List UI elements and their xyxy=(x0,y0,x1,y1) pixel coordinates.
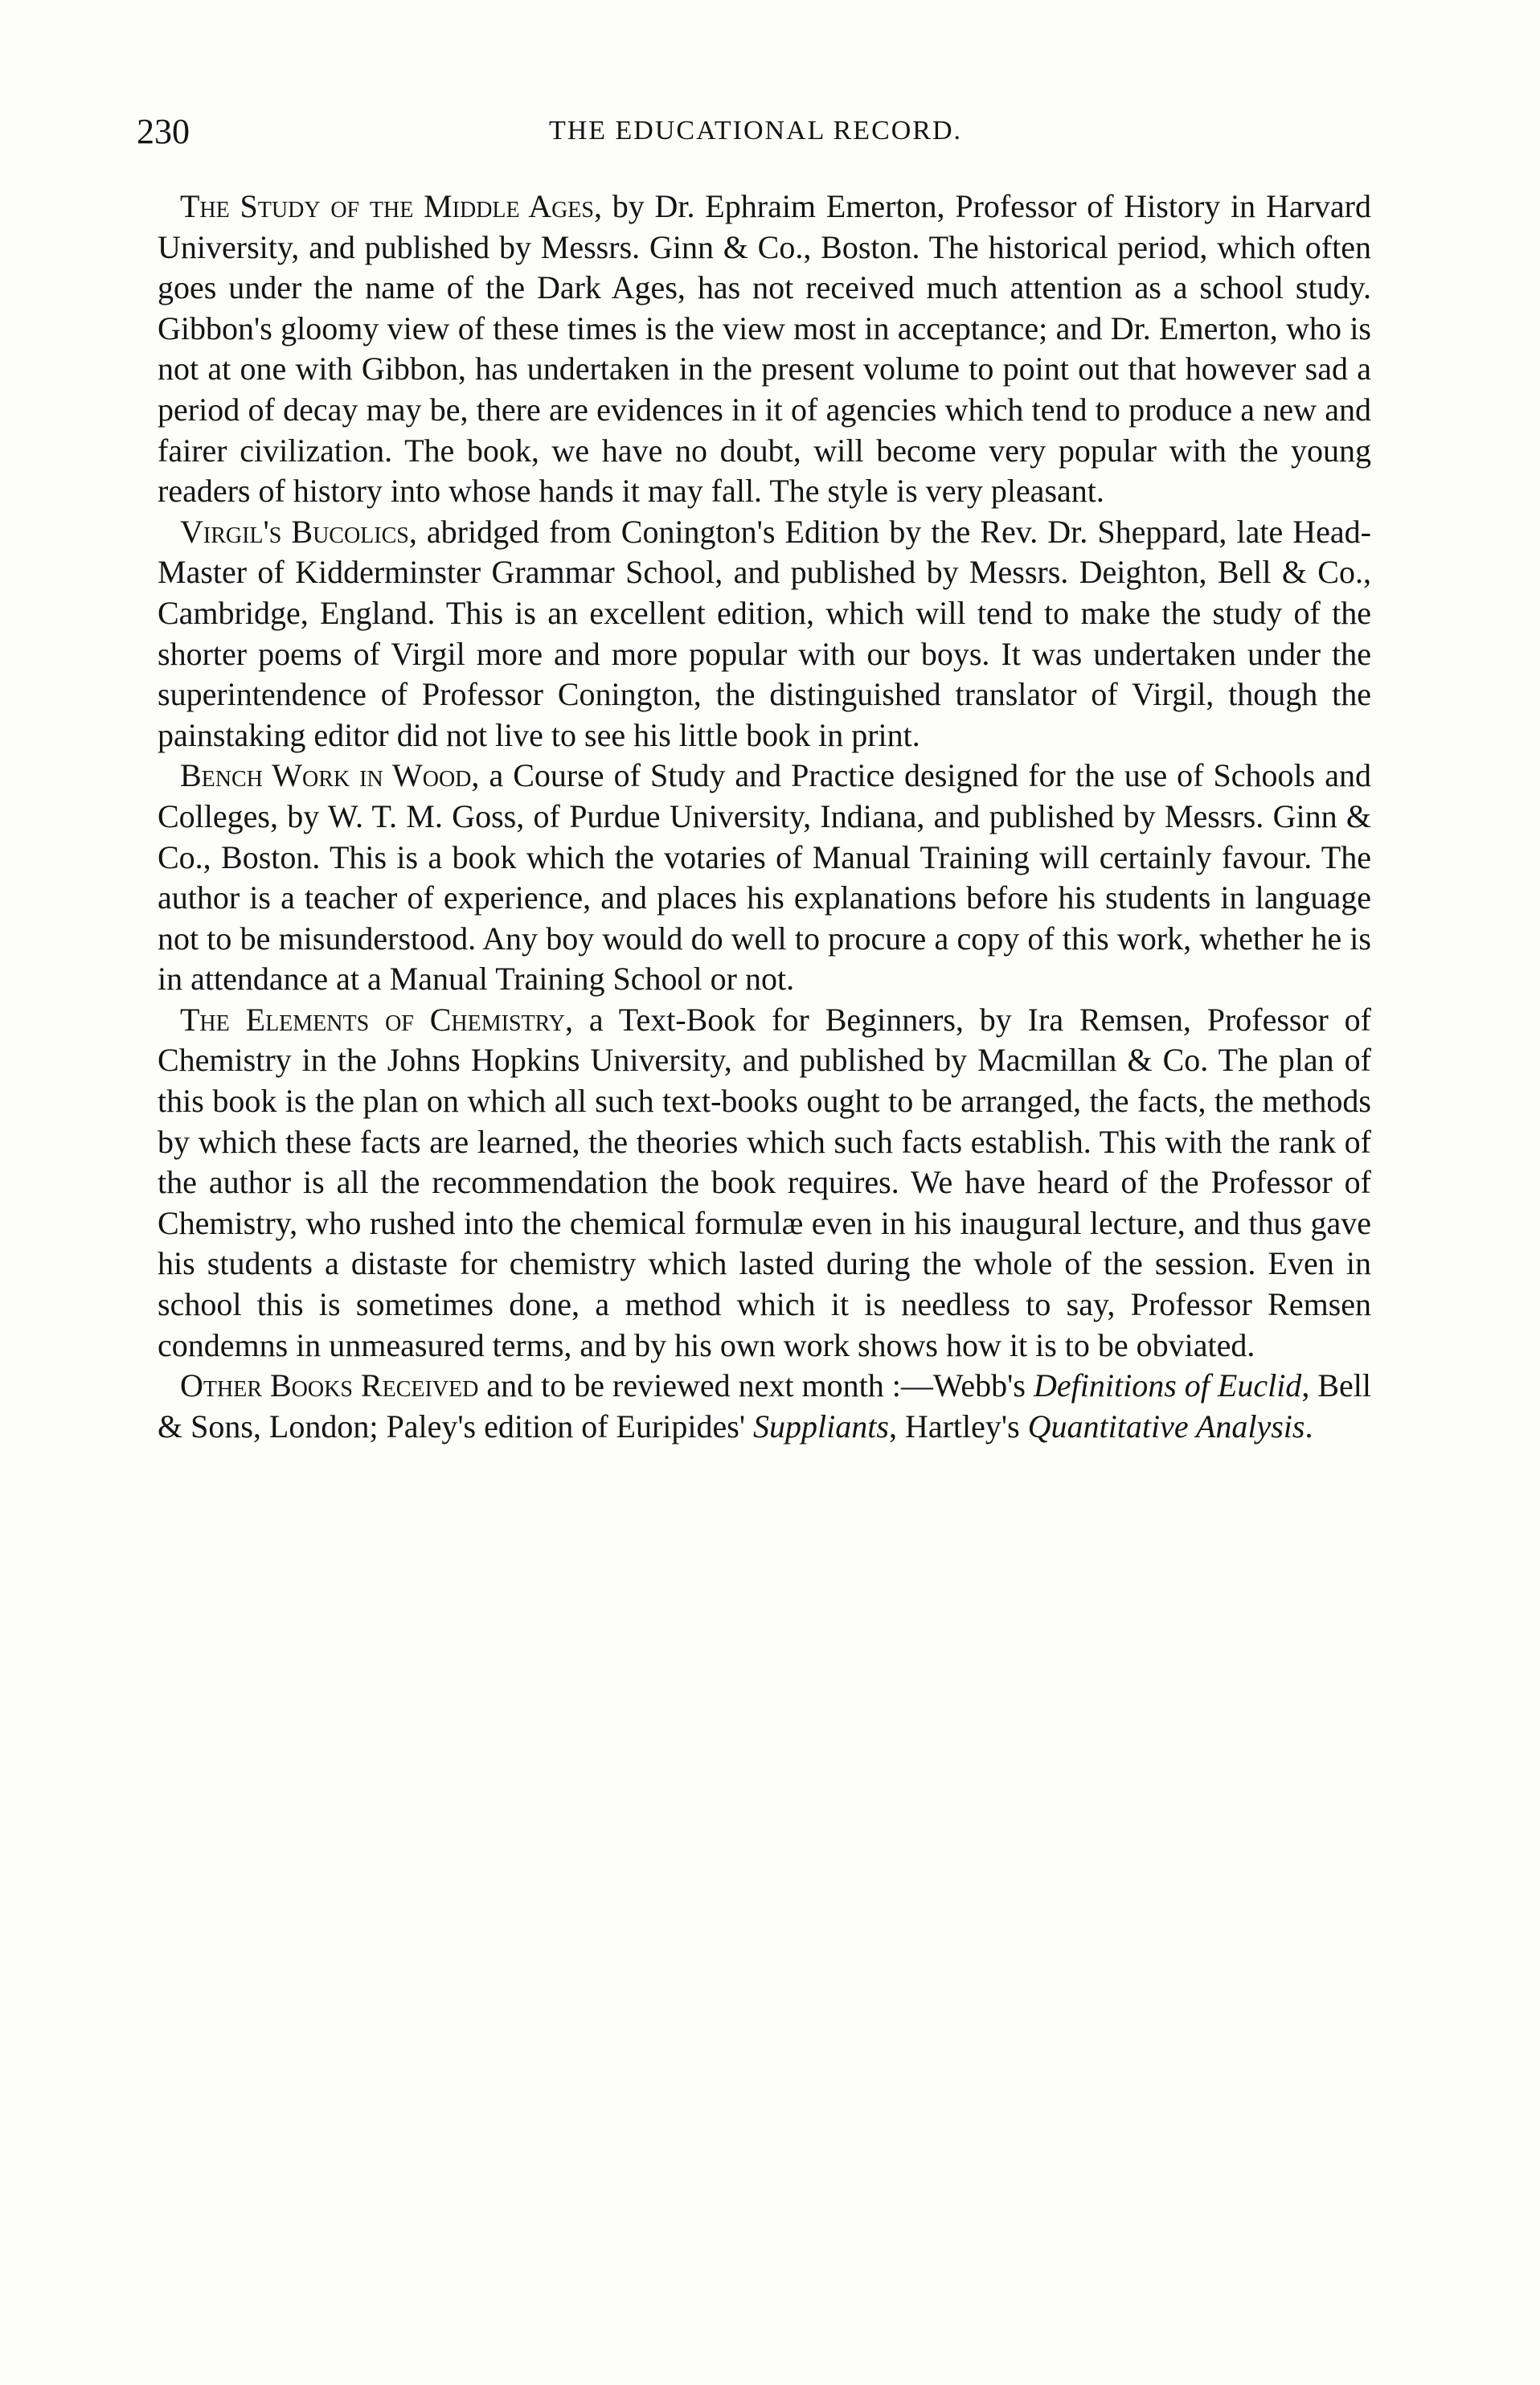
review-title: The Study of the Middle Ages, xyxy=(180,188,602,224)
other-books-text: , Bell & Sons, London; Paley's edition of Euripides' xyxy=(158,1367,1371,1445)
running-head: THE EDUCATIONAL RECORD. xyxy=(548,116,963,145)
review-body: a Course of Study and Practice designed for the use of Schools and Colleges, by W. T. M. Goss, of Purdue University, Indiana, and published by Messrs. Ginn & Co., Boston. This is a book which the votaries of Manual Training will certainly favour. The author is a teacher of experience, and places his explanations before his students in language not to be misunderstood. Any boy would do well to procure a copy of this work, whether he is in attendance at a Manual Training School or not. xyxy=(158,757,1371,998)
page-body xyxy=(158,186,1371,1447)
page-header xyxy=(137,111,1374,159)
review-body: by Dr. Ephraim Emerton, Professor of History in Harvard University, and published by Messrs. Ginn & Co., Boston. The historical period, which often goes under the name of the Dark Ages, has not received much attention as a school study. Gibbon's gloomy view of these times is the view most in acceptance; and Dr. Emerton, who is not at one with Gibbon, has undertaken in the present volume to point out that however sad a period of decay may be, there are evidences in it of agencies which tend to produce a new and fairer civilization. The book, we have no doubt, will become very popular with the young readers of history into whose hands it may fall. The style is very pleasant. xyxy=(158,188,1371,510)
review-body: abridged from Conington's Edition by the Rev. Dr. Sheppard, late Head-Master of Kidderminster Grammar School, and published by Messrs. Deighton, Bell & Co., Cambridge, England. This is an excellent edition, which will tend to make the study of the shorter poems of Virgil more and more popular with our boys. It was undertaken under the superintendence of Professor Conington, the distinguished translator of Virgil, though the painstaking editor did not live to see his little book in print. xyxy=(158,513,1371,753)
other-books-text: , Hartley's xyxy=(888,1408,1028,1445)
review-body: a Text-Book for Beginners, by Ira Remsen, Professor of Chemistry in the Johns Hopkins University, and published by Macmillan & Co. The plan of this book is the plan on which all such text-books ought to be arranged, the facts, the methods by which these facts are learned, the theories which such facts establish. This with the rank of the author is all the recommendation the book requires. We have heard of the Professor of Chemistry, who rushed into the chemical formulæ even in his inaugural lecture, and thus gave his students a distaste for chemistry which lasted during the whole of the session. Even in school this is sometimes done, a method which it is needless to say, Professor Remsen condemns in unmeasured terms, and by his own work shows how it is to be obviated. xyxy=(158,1001,1371,1363)
other-books-title: Other Books Received xyxy=(180,1367,479,1404)
review-title: The Elements of Chemistry, xyxy=(180,1001,573,1038)
review-paragraph xyxy=(158,1000,1371,1366)
review-title: Virgil's Bucolics, xyxy=(180,513,417,550)
review-paragraph xyxy=(158,512,1371,756)
review-paragraph xyxy=(158,186,1371,512)
other-books-intro: and to be reviewed next month :—Webb's xyxy=(478,1367,1034,1404)
book-title: Definitions of Euclid xyxy=(1033,1367,1302,1404)
review-title: Bench Work in Wood, xyxy=(180,757,480,794)
other-books-paragraph xyxy=(158,1366,1371,1447)
review-paragraph xyxy=(158,756,1371,1000)
book-title: Suppliants xyxy=(753,1408,889,1445)
page-number: 230 xyxy=(137,112,190,151)
other-books-end: . xyxy=(1304,1408,1313,1445)
book-title: Quantitative Analysis xyxy=(1027,1408,1305,1445)
